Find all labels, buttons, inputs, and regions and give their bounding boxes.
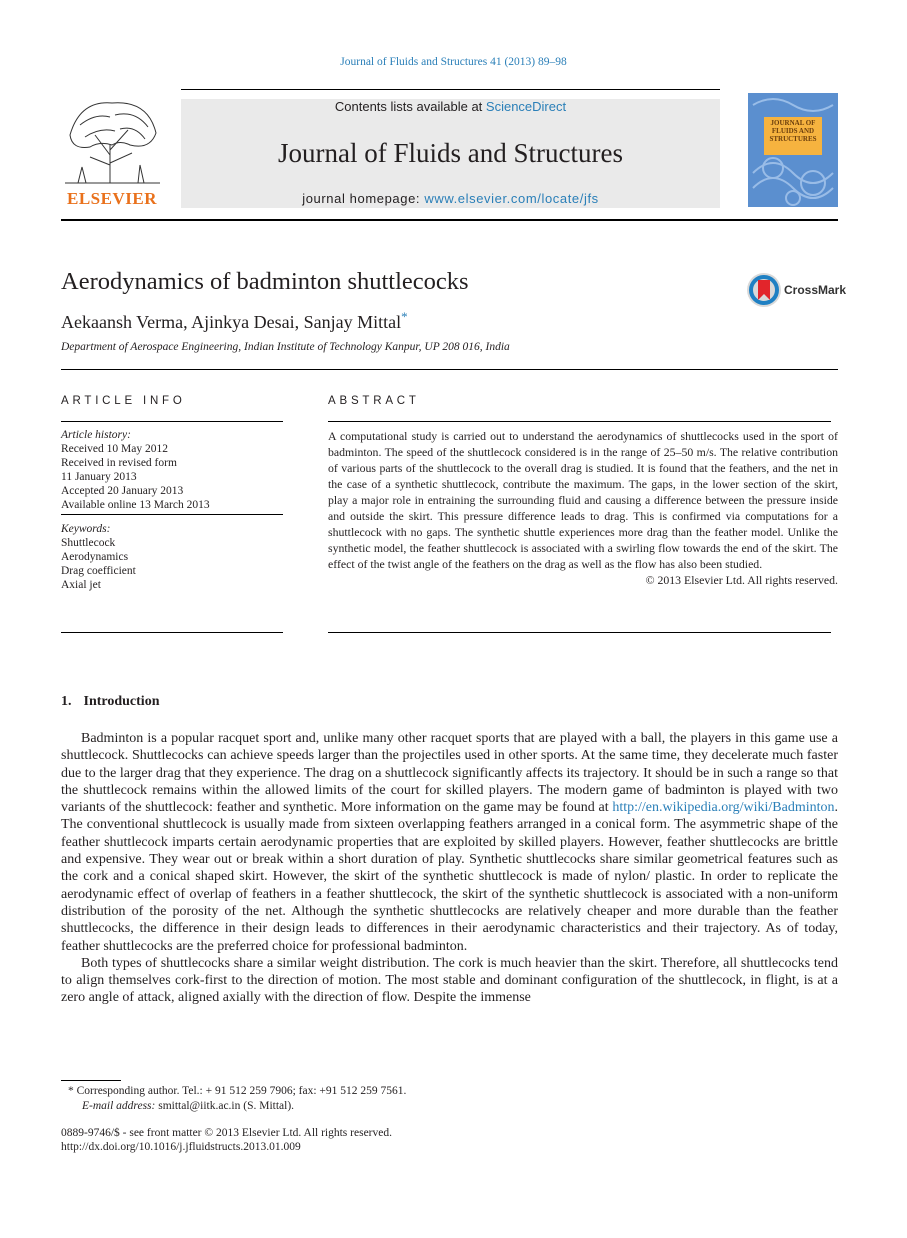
article-info-rule-top <box>61 421 283 422</box>
journal-title: Journal of Fluids and Structures <box>278 138 623 168</box>
corresponding-author-mark[interactable]: * <box>401 309 408 324</box>
section-number: 1. <box>61 694 72 709</box>
crossmark-badge[interactable] <box>746 272 847 308</box>
paragraph-text: . The conventional shuttlecock is usually made from sixteen overlapping feathers arranged in a conical form. The asymmetric shape of the feather shuttlecock imparts certain aerodynamic properties that are exploited by skilled players. However, feather shuttlecocks are brittle and expensive. They wear out or break within a short duration of play. Synthetic shuttlecocks share similar geometrical features such as the cork and a conical shaped skirt. However, the skirt of the synthetic shuttlecock is made of nylon/ plastic. In order to replicate the aerodynamic effect of overlap of feathers in a feather shuttlecock, the skirt of the synthetic shuttlecock is associated with a non-uniform distribution of the porosity of the net. Although the synthetic shuttlecocks are relatively cheaper and more durable than the feather shuttlecocks, the difference in their design leads to differences in their aerodynamic characteristics and their trajectory. As of today, feather shuttlecocks are the preferred choice for professional badminton. <box>61 800 838 954</box>
paragraph <box>61 730 838 955</box>
homepage-prefix: journal homepage: <box>302 191 425 206</box>
introduction-body <box>61 730 838 1007</box>
paragraph: Both types of shuttlecocks share a similar weight distribution. The cork is much heavier than the skirt. Therefore, all shuttlecocks tend to align themselves cork-first to the direction of motion. The most stable and dominant configuration of the shuttlecock, in flight, is at a zero angle of attack, aligned axially with the direction of flow. Despite the immense <box>61 955 838 1006</box>
issn-line: 0889-9746/$ - see front matter © 2013 Elsevier Ltd. All rights reserved. <box>61 1127 392 1139</box>
crossmark-label: CrossMark <box>784 283 847 297</box>
email-note <box>82 1099 294 1114</box>
history-item: Received in revised form <box>61 457 177 469</box>
keyword: Drag coefficient <box>61 565 136 577</box>
contents-line <box>181 99 720 114</box>
article-history <box>61 428 210 512</box>
homepage-link[interactable]: www.elsevier.com/locate/jfs <box>424 191 599 206</box>
article-info-rule-bottom <box>61 632 283 633</box>
abstract-text: A computational study is carried out to understand the aerodynamics of shuttlecocks used in the sport of badminton. The speed of the shuttlecock considered is in the range of 25–50 m/s. The relative contribution of various parts of the shuttlecock to the overall drag is studied. It is found that the feathers, and the net in the case of a synthetic shuttlecock, contribute the maximum. The gaps, in the lower section of the skirt, play a major role in entraining the surrounding fluid and causing a difference between the pressure inside and outside the skirt. This pressure difference leads to drag. This is confirmed via computations for a shuttlecock with no gaps. The synthetic shuttle experiences more drag than the feather model. Unlike the synthetic model, the feather shuttlecock is associated with a swirling flow towards the end of the skirt. The effect of the twist angle of the feathers on the drag as well as the flow has also been studied. <box>328 429 838 571</box>
keyword: Aerodynamics <box>61 551 129 563</box>
wikipedia-link[interactable]: http://en.wikipedia.org/wiki/Badminton <box>612 800 835 816</box>
contents-prefix: Contents lists available at <box>334 99 486 114</box>
elsevier-logo <box>60 95 164 209</box>
author-list <box>61 309 408 333</box>
elsevier-tree-icon <box>60 95 164 185</box>
paragraph-text: Badminton is a popular racquet sport and, unlike many other racquet sports that are played with a ball, the players in this game use a shuttlecock. Shuttlecocks can achieve speeds larger than the projectiles used in other sports. At the same time, they decelerate much faster due to the larger drag that they experience. The drag on a shuttlecock significantly affects its trajectory. It should be in such a range so that the shuttlecock remains within the allowed limits of the court for skilled players. The modern game of badminton is played with two variants of the shuttlecock: feather and synthetic. More information on the game may be found at <box>61 731 838 816</box>
section-title: Introduction <box>83 694 160 709</box>
abstract-block <box>328 428 838 588</box>
keywords-block <box>61 522 136 592</box>
history-item: 11 January 2013 <box>61 471 137 483</box>
abstract-rule-bottom <box>328 632 831 633</box>
article-info-heading: ARTICLE INFO <box>61 395 186 407</box>
journal-citation[interactable]: Journal of Fluids and Structures 41 (2013) 89–98 <box>340 56 567 68</box>
journal-homepage <box>181 191 720 206</box>
header-bottom-rule <box>61 219 838 221</box>
journal-cover-image[interactable] <box>748 93 838 207</box>
keywords-label: Keywords: <box>61 523 111 535</box>
keyword: Shuttlecock <box>61 537 116 549</box>
abstract-heading: ABSTRACT <box>328 395 420 407</box>
affiliation: Department of Aerospace Engineering, Indian Institute of Technology Kanpur, UP 208 016, India <box>61 341 510 353</box>
sciencedirect-link[interactable]: ScienceDirect <box>485 99 567 114</box>
history-item: Available online 13 March 2013 <box>61 499 210 511</box>
cover-title: JOURNAL OF FLUIDS AND STRUCTURES <box>764 117 822 155</box>
abstract-copyright: © 2013 Elsevier Ltd. All rights reserved. <box>645 573 838 587</box>
article-info-divider <box>61 514 283 515</box>
doi-link[interactable]: http://dx.doi.org/10.1016/j.jfluidstructs.2013.01.009 <box>61 1141 301 1153</box>
corresponding-author-note: * Corresponding author. Tel.: + 91 512 259 7906; fax: +91 512 259 7561. <box>68 1085 407 1097</box>
abstract-rule-top <box>328 421 831 422</box>
email-address[interactable]: smittal@iitk.ac.in (S. Mittal). <box>155 1100 295 1112</box>
affiliation-rule <box>61 369 838 370</box>
publisher-name: ELSEVIER <box>67 189 157 208</box>
keyword: Axial jet <box>61 579 101 591</box>
email-label: E-mail address: <box>82 1100 156 1112</box>
history-label: Article history: <box>61 429 131 441</box>
history-item: Received 10 May 2012 <box>61 443 168 455</box>
header-rule <box>181 89 720 90</box>
crossmark-icon <box>746 272 782 308</box>
article-title: Aerodynamics of badminton shuttlecocks <box>61 268 469 295</box>
authors: Aekaansh Verma, Ajinkya Desai, Sanjay Mittal <box>61 312 402 332</box>
history-item: Accepted 20 January 2013 <box>61 485 184 497</box>
section-heading-introduction <box>61 694 159 710</box>
footnote-rule <box>61 1080 121 1081</box>
